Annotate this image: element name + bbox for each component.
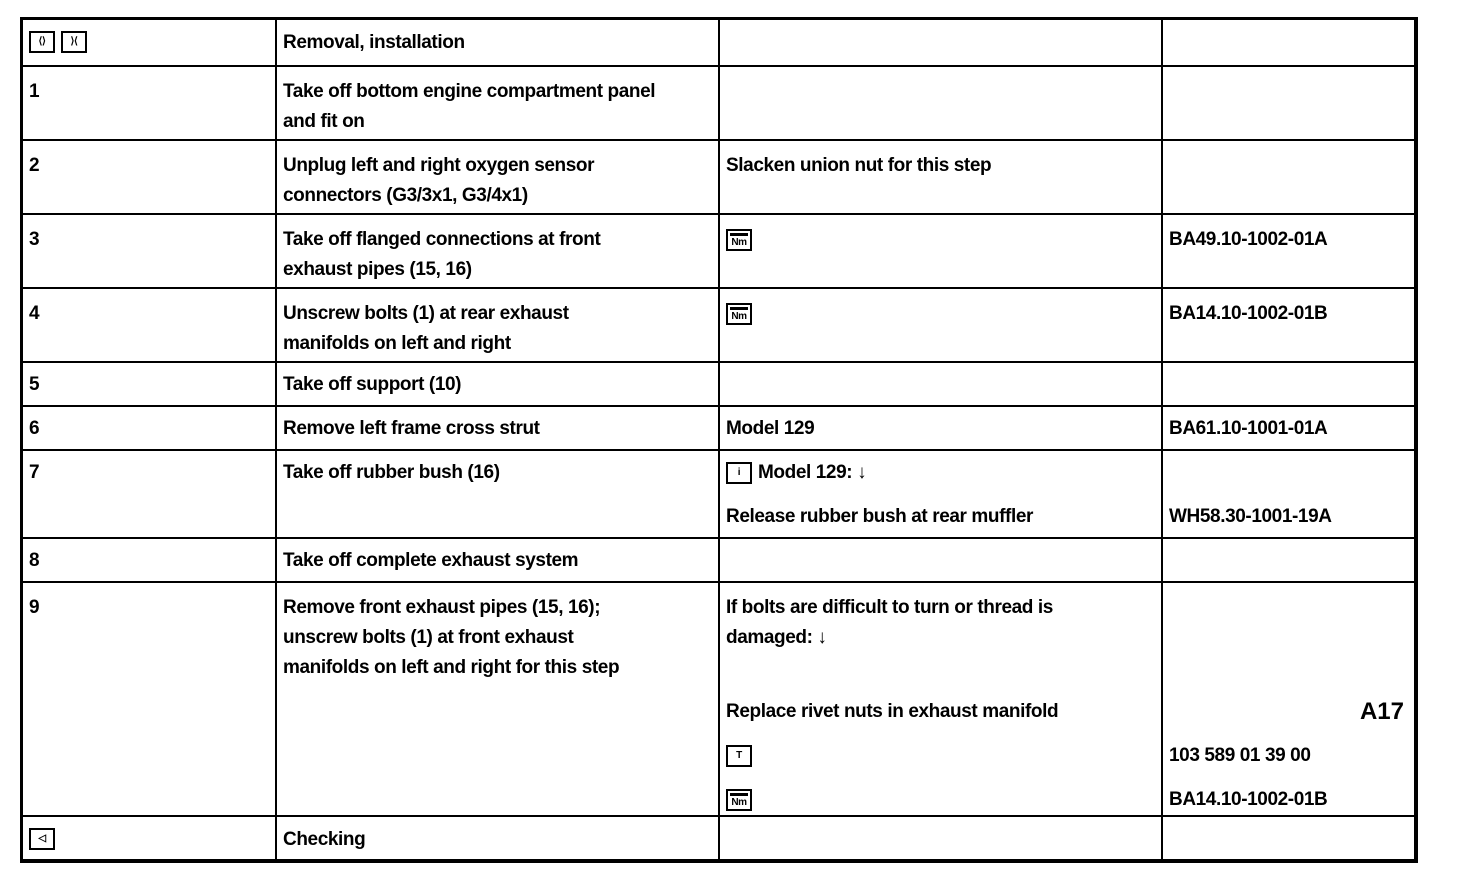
step-number: 5	[23, 362, 276, 406]
step-note-text: Model 129: ↓	[758, 462, 867, 483]
procedure-table	[23, 20, 1414, 862]
step-text-line: connectors (G3/3x1, G3/4x1)	[283, 185, 528, 206]
step-note-text: If bolts are difficult to turn or thread is	[726, 597, 1053, 618]
step-text-line: Remove front exhaust pipes (15, 16);	[283, 597, 601, 618]
table-row	[23, 582, 1414, 816]
step-text-line: exhaust pipes (15, 16)	[283, 259, 472, 280]
step-note	[719, 66, 1162, 140]
table-row	[23, 66, 1414, 140]
step-note-text: damaged: ↓	[726, 627, 827, 648]
removal-icon: ⟨⟩	[29, 31, 55, 53]
table-row	[23, 450, 1414, 538]
step-number: 2	[23, 140, 276, 214]
table-row-header	[23, 20, 1414, 66]
step-description	[276, 450, 719, 538]
step-number: 6	[23, 406, 276, 450]
step-note-text: Replace rivet nuts in exhaust manifold	[726, 701, 1059, 722]
step-note	[719, 288, 1162, 362]
footer-ref-cell	[1162, 816, 1414, 862]
torque-nm-icon[interactable]: Nm	[726, 789, 752, 811]
step-note	[719, 362, 1162, 406]
torque-nm-icon[interactable]: Nm	[726, 303, 752, 325]
step-note	[719, 582, 1162, 816]
step-description	[276, 582, 719, 816]
step-description	[276, 66, 719, 140]
step-reference[interactable]: BA61.10-1001-01A	[1162, 406, 1414, 450]
step-text-line: and fit on	[283, 111, 365, 132]
footer-title: Checking	[276, 816, 719, 862]
header-title: Removal, installation	[276, 20, 719, 66]
step-reference	[1162, 66, 1414, 140]
step-reference	[1162, 538, 1414, 582]
step-description	[276, 288, 719, 362]
step-text-line: Take off complete exhaust system	[283, 550, 579, 571]
step-reference-text[interactable]: WH58.30-1001-19A	[1169, 506, 1332, 527]
footer-note-cell	[719, 816, 1162, 862]
table-row	[23, 538, 1414, 582]
step-note	[719, 538, 1162, 582]
step-reference[interactable]: BA14.10-1002-01B	[1162, 288, 1414, 362]
table-row	[23, 362, 1414, 406]
table-row	[23, 288, 1414, 362]
header-note-cell	[719, 20, 1162, 66]
checking-icon: ◁	[29, 828, 55, 850]
step-reference[interactable]: BA49.10-1002-01A	[1162, 214, 1414, 288]
footer-icon-cell	[23, 816, 276, 862]
step-number: 4	[23, 288, 276, 362]
step-text-line: Remove left frame cross strut	[283, 418, 540, 439]
step-text-line: Unplug left and right oxygen sensor	[283, 155, 595, 176]
figure-label: A17	[1359, 698, 1404, 725]
step-note	[719, 450, 1162, 538]
step-reference	[1162, 140, 1414, 214]
step-text-line: Take off flanged connections at front	[283, 229, 601, 250]
header-ref-cell	[1162, 20, 1414, 66]
step-note: Model 129	[719, 406, 1162, 450]
special-tool-icon[interactable]: T	[726, 745, 752, 767]
tool-reference[interactable]: 103 589 01 39 00	[1169, 745, 1311, 766]
table-row	[23, 140, 1414, 214]
step-text-line: manifolds on left and right for this step	[283, 657, 620, 678]
step-note: Slacken union nut for this step	[719, 140, 1162, 214]
step-number: 8	[23, 538, 276, 582]
step-text-line: manifolds on left and right	[283, 333, 511, 354]
step-reference	[1162, 362, 1414, 406]
step-note-text: Release rubber bush at rear muffler	[726, 506, 1033, 527]
step-text-line: unscrew bolts (1) at front exhaust	[283, 627, 574, 648]
step-text-line: Unscrew bolts (1) at rear exhaust	[283, 303, 569, 324]
torque-nm-icon[interactable]: Nm	[726, 229, 752, 251]
step-number: 1	[23, 66, 276, 140]
step-text-line: Take off bottom engine compartment panel	[283, 81, 656, 102]
step-description	[276, 362, 719, 406]
table-row	[23, 214, 1414, 288]
step-number: 7	[23, 450, 276, 538]
step-reference	[1162, 582, 1414, 816]
step-number: 3	[23, 214, 276, 288]
step-number: 9	[23, 582, 276, 816]
step-description	[276, 538, 719, 582]
table-row	[23, 406, 1414, 450]
installation-icon: ⟩⟨	[61, 31, 87, 53]
step-description	[276, 406, 719, 450]
step-text-line: Take off support (10)	[283, 374, 462, 395]
procedure-table-frame	[20, 17, 1418, 863]
info-icon[interactable]: i	[726, 462, 752, 484]
step-reference-text[interactable]: BA14.10-1002-01B	[1169, 789, 1328, 810]
step-description	[276, 140, 719, 214]
step-note	[719, 214, 1162, 288]
step-description	[276, 214, 719, 288]
step-text-line: Take off rubber bush (16)	[283, 462, 500, 483]
header-icons-cell	[23, 20, 276, 66]
step-reference	[1162, 450, 1414, 538]
table-row-footer	[23, 816, 1414, 862]
